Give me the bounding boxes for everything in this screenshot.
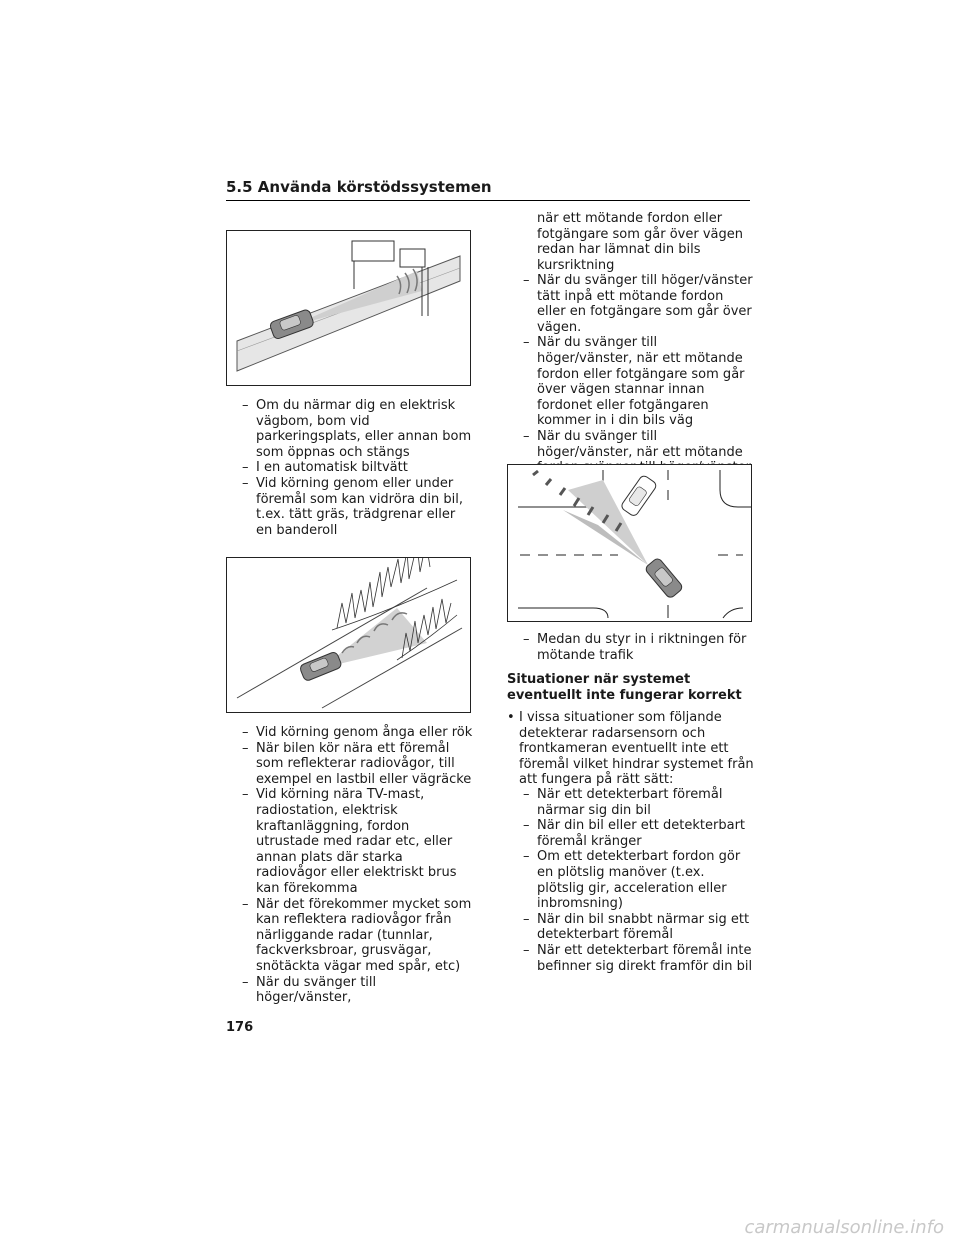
right-list-3 [523,273,753,491]
illustration-intersection [507,464,752,622]
right-continued-text: när ett mötande fordon eller fotgängare som går över vägen redan har lämnat din bils kursriktning [537,211,743,273]
left-list-1 [242,398,474,538]
list-item: – Medan du styr in i riktningen för mötande trafik [523,632,753,663]
list-item: – I en automatisk biltvätt [242,460,474,476]
list-item: – När ett detekterbart föremål närmar sig din bil [523,787,753,818]
list-item: – När du svänger till höger/vänster, när ett mötande fordon eller fotgängare som går över vägen stannar innan fordonet eller fotgängaren kommer in i din bils väg [523,335,753,429]
list-item: – När det förekommer mycket som kan reflektera radiovågor från närliggande radar (tunnlar, fackverksbroar, grusvägar, snötäckta vägar med spår, etc) [242,897,474,975]
title-rule [226,200,750,201]
page-number: 176 [226,1020,254,1035]
situations-bullet: • I vissa situationer som följande detekterar radarsensorn och frontkameran eventuellt inte ett föremål vilket hindrar systemet från att fungera på rätt sätt: [507,710,757,788]
right-list-4 [523,632,753,663]
list-item: – Om du närmar dig en elektrisk vägbom, bom vid parkeringsplats, eller annan bom som öppnas och stängs [242,398,474,460]
list-item: – Vid körning genom ånga eller rök [242,725,474,741]
list-item: – När din bil snabbt närmar sig ett detekterbart föremål [523,912,753,943]
list-item: – När ett detekterbart föremål inte befinner sig direkt framför din bil [523,943,753,974]
right-list-5 [523,787,753,974]
list-item: – När du svänger till höger/vänster tätt inpå ett mötande fordon eller en fotgängare som går över vägen. [523,273,753,335]
watermark[interactable]: carmanualsonline.info [744,1217,944,1238]
illustration-car-barrier [226,230,471,386]
left-list-2 [242,725,474,1006]
section-title: 5.5 Använda körstödssystemen [226,178,492,196]
list-item: – Vid körning nära TV-mast, radiostation, elektrisk kraftanläggning, fordon utrustade med radar etc, eller annan plats där starka radiovågor eller elektriskt brus kan förekomma [242,787,474,896]
list-item: – Om ett detekterbart fordon gör en plötslig manöver (t.ex. plötslig gir, acceleration eller inbromsning) [523,849,753,911]
situations-heading: Situationer när systemet eventuellt inte fungerar korrekt [507,672,742,703]
list-item: – När du svänger till höger/vänster, [242,975,474,1006]
list-item: – När bilen kör nära ett föremål som reflekterar radiovågor, till exempel en lastbil eller vägräcke [242,741,474,788]
list-item: – När du svänger till höger/vänster, när ett mötande [523,429,753,491]
list-item: – Vid körning genom eller under föremål som kan vidröra din bil, t.ex. tätt gräs, trädgrenar eller en banderoll [242,476,474,538]
illustration-car-grass [226,557,471,713]
list-item: – När din bil eller ett detekterbart föremål kränger [523,818,753,849]
